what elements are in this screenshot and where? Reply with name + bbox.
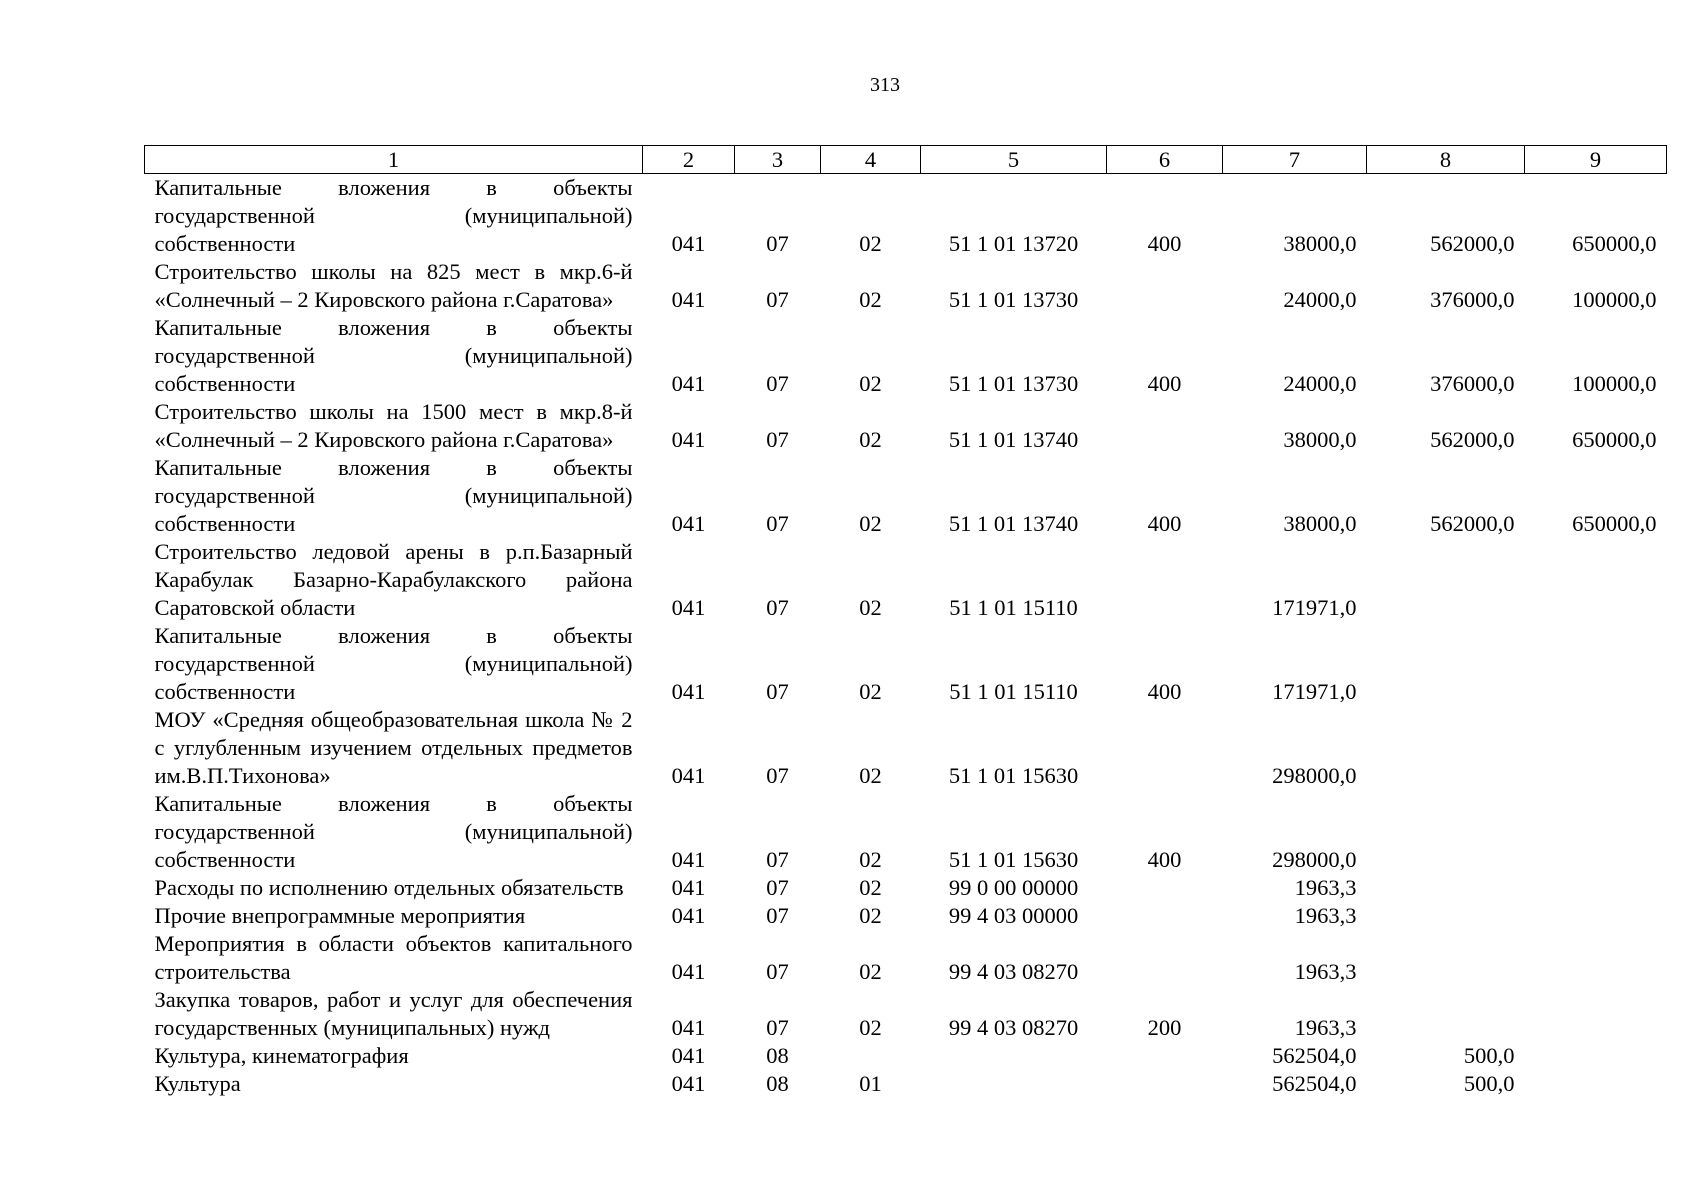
cell-description: Культура	[154, 1071, 241, 1096]
column-header-2: 2	[643, 146, 735, 174]
cell-amount-col7: 298000,0	[1272, 763, 1357, 788]
cell-target-article: 51 1 01 15630	[948, 847, 1079, 872]
table-row	[145, 706, 1667, 790]
table-row	[145, 622, 1667, 706]
cell-target-article	[921, 1042, 1107, 1070]
cell-ministry-code: 041	[671, 763, 706, 788]
budget-table	[144, 145, 1667, 1098]
cell-description: Строительство школы на 1500 мест в мкр.8-й «Солнечный – 2 Кировского района г.Саратова»	[154, 399, 633, 452]
cell-amount-col9: 100000,0	[1572, 287, 1657, 312]
table-row	[145, 874, 1667, 902]
cell-section-code: 07	[766, 287, 789, 312]
table-row	[145, 174, 1667, 259]
cell-amount-col8	[1367, 930, 1525, 986]
cell-expense-type	[1107, 258, 1223, 314]
table-header	[145, 146, 1667, 174]
cell-amount-col8: 500,0	[1463, 1071, 1515, 1096]
cell-expense-type: 200	[1147, 1015, 1182, 1040]
table-row	[145, 538, 1667, 622]
cell-amount-col9	[1525, 622, 1667, 706]
table-row	[145, 454, 1667, 538]
cell-expense-type: 400	[1147, 371, 1182, 396]
cell-section-code: 07	[766, 903, 789, 928]
cell-target-article: 51 1 01 13740	[948, 511, 1079, 536]
cell-subsection-code: 02	[859, 903, 882, 928]
cell-amount-col7: 1963,3	[1294, 903, 1357, 928]
cell-subsection-code: 02	[859, 231, 882, 256]
cell-target-article: 99 4 03 00000	[948, 903, 1079, 928]
table-row	[145, 902, 1667, 930]
cell-subsection-code: 02	[859, 847, 882, 872]
table-body	[145, 174, 1667, 1099]
cell-ministry-code: 041	[671, 903, 706, 928]
cell-description: Строительство ледовой арены в р.п.Базарный Карабулак Базарно-Карабулакского района Саратовской области	[154, 539, 633, 620]
cell-target-article: 99 4 03 08270	[948, 1015, 1079, 1040]
cell-amount-col7: 38000,0	[1283, 231, 1357, 256]
cell-section-code: 07	[766, 1015, 789, 1040]
cell-amount-col7: 562504,0	[1272, 1043, 1357, 1068]
cell-section-code: 07	[766, 511, 789, 536]
cell-expense-type	[1107, 398, 1223, 454]
cell-section-code: 07	[766, 679, 789, 704]
cell-amount-col9	[1525, 986, 1667, 1042]
cell-subsection-code: 02	[859, 1015, 882, 1040]
cell-amount-col9: 650000,0	[1572, 511, 1657, 536]
header-row	[145, 146, 1667, 174]
cell-subsection-code: 02	[859, 875, 882, 900]
cell-target-article: 51 1 01 15110	[949, 595, 1078, 620]
cell-amount-col9	[1525, 1042, 1667, 1070]
cell-amount-col9	[1525, 1070, 1667, 1098]
column-header-4: 4	[821, 146, 921, 174]
cell-amount-col7: 171971,0	[1272, 595, 1357, 620]
table-row	[145, 790, 1667, 874]
cell-target-article: 51 1 01 13730	[948, 287, 1079, 312]
cell-target-article: 51 1 01 13720	[948, 231, 1079, 256]
table-row	[145, 258, 1667, 314]
cell-amount-col7: 24000,0	[1283, 371, 1357, 396]
cell-amount-col7: 38000,0	[1283, 511, 1357, 536]
column-header-8: 8	[1367, 146, 1525, 174]
cell-description: Мероприятия в области объектов капитального строительства	[154, 931, 633, 984]
cell-section-code: 07	[766, 959, 789, 984]
cell-expense-type: 400	[1147, 847, 1182, 872]
table-row	[145, 986, 1667, 1042]
cell-section-code: 07	[766, 595, 789, 620]
cell-amount-col7: 1963,3	[1294, 959, 1357, 984]
cell-amount-col8: 562000,0	[1430, 511, 1515, 536]
page-number: 313	[870, 74, 900, 96]
cell-amount-col8: 376000,0	[1430, 287, 1515, 312]
cell-ministry-code: 041	[671, 511, 706, 536]
cell-amount-col8: 562000,0	[1430, 427, 1515, 452]
cell-amount-col9	[1525, 874, 1667, 902]
cell-amount-col8: 500,0	[1463, 1043, 1515, 1068]
cell-amount-col9	[1525, 538, 1667, 622]
cell-amount-col9	[1525, 790, 1667, 874]
cell-ministry-code: 041	[671, 371, 706, 396]
cell-amount-col9	[1525, 902, 1667, 930]
cell-subsection-code: 02	[859, 763, 882, 788]
cell-amount-col7: 1963,3	[1294, 1015, 1357, 1040]
cell-description: Расходы по исполнению отдельных обязательств	[154, 875, 624, 900]
cell-amount-col7: 24000,0	[1283, 287, 1357, 312]
cell-amount-col9	[1525, 706, 1667, 790]
cell-amount-col8	[1367, 874, 1525, 902]
cell-ministry-code: 041	[671, 959, 706, 984]
cell-expense-type	[1107, 902, 1223, 930]
cell-subsection-code: 02	[859, 371, 882, 396]
cell-description: Капитальные вложения в объекты государственной (муниципальной) собственности	[154, 791, 633, 872]
cell-amount-col7: 171971,0	[1272, 679, 1357, 704]
cell-amount-col9: 650000,0	[1572, 231, 1657, 256]
cell-subsection-code: 02	[859, 511, 882, 536]
cell-description: МОУ «Средняя общеобразовательная школа № 2 с углубленным изучением отдельных предметов им.В.П.Тихонова»	[154, 707, 633, 788]
cell-target-article: 51 1 01 15110	[949, 679, 1078, 704]
cell-ministry-code: 041	[671, 1015, 706, 1040]
cell-ministry-code: 041	[671, 595, 706, 620]
cell-amount-col8	[1367, 790, 1525, 874]
cell-amount-col8	[1367, 706, 1525, 790]
cell-subsection-code: 02	[859, 595, 882, 620]
cell-target-article	[921, 1070, 1107, 1098]
cell-subsection-code: 01	[859, 1071, 882, 1096]
cell-amount-col7: 298000,0	[1272, 847, 1357, 872]
cell-target-article: 51 1 01 13730	[948, 371, 1079, 396]
table-row	[145, 1070, 1667, 1098]
cell-subsection-code: 02	[859, 287, 882, 312]
cell-expense-type	[1107, 1070, 1223, 1098]
column-header-7: 7	[1223, 146, 1367, 174]
cell-amount-col8	[1367, 986, 1525, 1042]
column-header-3: 3	[735, 146, 821, 174]
cell-description: Капитальные вложения в объекты государственной (муниципальной) собственности	[154, 455, 633, 536]
cell-expense-type	[1107, 538, 1223, 622]
cell-ministry-code: 041	[671, 679, 706, 704]
cell-ministry-code: 041	[671, 287, 706, 312]
cell-expense-type: 400	[1147, 231, 1182, 256]
cell-description: Капитальные вложения в объекты государственной (муниципальной) собственности	[154, 175, 633, 256]
cell-section-code: 08	[766, 1071, 789, 1096]
cell-amount-col7: 1963,3	[1294, 875, 1357, 900]
cell-subsection-code: 02	[859, 427, 882, 452]
cell-expense-type	[1107, 874, 1223, 902]
cell-section-code: 07	[766, 763, 789, 788]
column-header-5: 5	[921, 146, 1107, 174]
cell-section-code: 07	[766, 231, 789, 256]
cell-target-article: 51 1 01 15630	[948, 763, 1079, 788]
cell-section-code: 07	[766, 875, 789, 900]
cell-ministry-code: 041	[671, 875, 706, 900]
cell-expense-type: 400	[1147, 679, 1182, 704]
cell-ministry-code: 041	[671, 1071, 706, 1096]
cell-section-code: 07	[766, 847, 789, 872]
cell-expense-type	[1107, 930, 1223, 986]
cell-amount-col8	[1367, 538, 1525, 622]
cell-description: Капитальные вложения в объекты государственной (муниципальной) собственности	[154, 623, 633, 704]
table-row	[145, 398, 1667, 454]
cell-ministry-code: 041	[671, 427, 706, 452]
cell-expense-type	[1107, 1042, 1223, 1070]
cell-subsection-code	[821, 1042, 921, 1070]
cell-ministry-code: 041	[671, 847, 706, 872]
table-row	[145, 314, 1667, 398]
cell-description: Строительство школы на 825 мест в мкр.6-й «Солнечный – 2 Кировского района г.Саратова»	[154, 259, 633, 312]
cell-expense-type	[1107, 706, 1223, 790]
cell-amount-col9	[1525, 930, 1667, 986]
column-header-1: 1	[145, 146, 643, 174]
cell-subsection-code: 02	[859, 679, 882, 704]
cell-section-code: 07	[766, 371, 789, 396]
cell-expense-type: 400	[1147, 511, 1182, 536]
cell-amount-col8: 562000,0	[1430, 231, 1515, 256]
cell-amount-col8	[1367, 902, 1525, 930]
column-header-9: 9	[1525, 146, 1667, 174]
column-header-6: 6	[1107, 146, 1223, 174]
cell-amount-col9: 650000,0	[1572, 427, 1657, 452]
cell-section-code: 07	[766, 427, 789, 452]
cell-target-article: 99 4 03 08270	[948, 959, 1079, 984]
cell-description: Капитальные вложения в объекты государственной (муниципальной) собственности	[154, 315, 633, 396]
cell-target-article: 51 1 01 13740	[948, 427, 1079, 452]
table-row	[145, 930, 1667, 986]
table-row	[145, 1042, 1667, 1070]
cell-amount-col9: 100000,0	[1572, 371, 1657, 396]
cell-ministry-code: 041	[671, 1043, 706, 1068]
cell-description: Закупка товаров, работ и услуг для обеспечения государственных (муниципальных) нужд	[154, 987, 633, 1040]
cell-description: Культура, кинематография	[154, 1043, 409, 1068]
cell-amount-col8	[1367, 622, 1525, 706]
cell-section-code: 08	[766, 1043, 789, 1068]
cell-amount-col7: 38000,0	[1283, 427, 1357, 452]
cell-target-article: 99 0 00 00000	[948, 875, 1079, 900]
cell-ministry-code: 041	[671, 231, 706, 256]
cell-amount-col8: 376000,0	[1430, 371, 1515, 396]
cell-description: Прочие внепрограммные мероприятия	[154, 903, 526, 928]
cell-amount-col7: 562504,0	[1272, 1071, 1357, 1096]
cell-subsection-code: 02	[859, 959, 882, 984]
